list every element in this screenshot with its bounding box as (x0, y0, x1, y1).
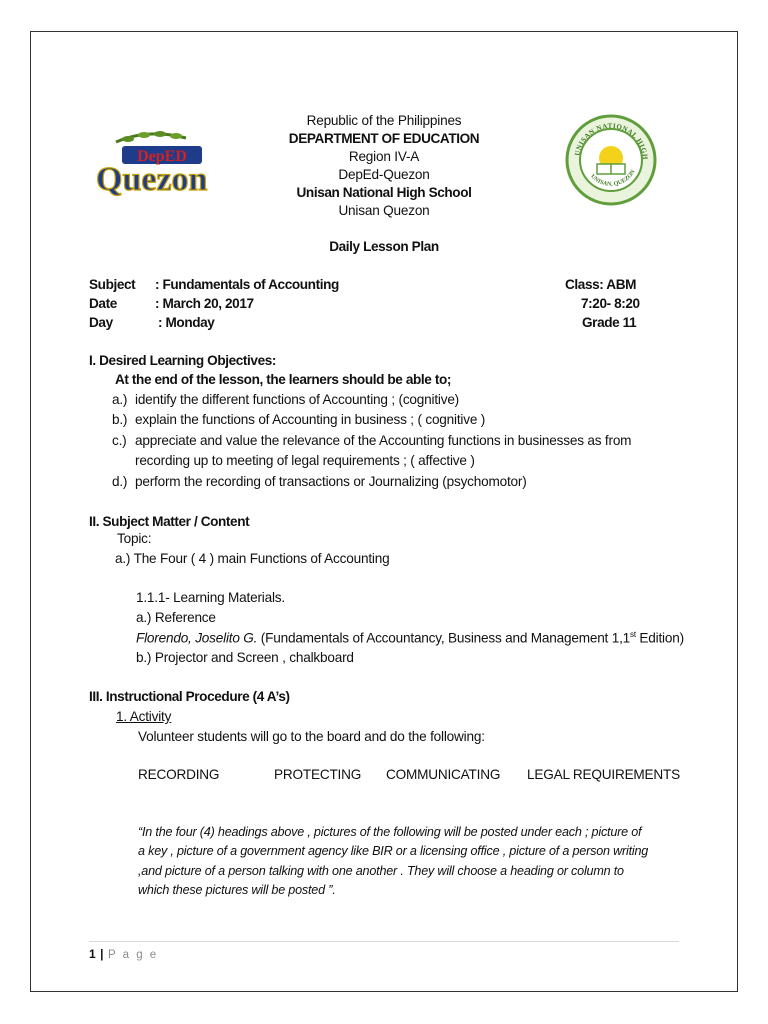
day-value: : Monday (158, 315, 215, 330)
reference-title: (Fundamentals of Accountancy, Business and Management 1,1 (257, 630, 631, 646)
objective-marker: d.) (112, 474, 128, 489)
date-label: Date (89, 296, 117, 311)
date-value: : March 20, 2017 (155, 296, 254, 311)
subject-label: Subject (89, 277, 136, 292)
quote-line: “In the four (4) headings above , pictures of the following will be posted under each ; picture of (138, 825, 642, 839)
column-protecting: PROTECTING (274, 767, 362, 782)
header-republic: Republic of the Philippines (306, 113, 462, 128)
header-school: Unisan National High School (296, 185, 472, 200)
objective-marker: c.) (112, 433, 127, 448)
header-division: DepEd-Quezon (338, 167, 430, 182)
header-region: Region IV-A (348, 149, 420, 164)
reference-edition: Edition) (635, 630, 684, 646)
column-communicating: COMMUNICATING (386, 767, 501, 782)
objective-text: explain the functions of Accounting in business ; ( cognitive ) (135, 412, 486, 427)
reference-author: Florendo, Joselito G. (136, 630, 258, 646)
time-info: 7:20- 8:20 (581, 296, 640, 311)
quote-line: which these pictures will be posted ”. (138, 883, 336, 897)
subject-matter-heading: II. Subject Matter / Content (89, 514, 250, 529)
header-location: Unisan Quezon (338, 203, 430, 218)
svg-text:DepED: DepED (137, 148, 187, 165)
activity-label: 1. Activity (116, 709, 172, 724)
objective-marker: a.) (112, 392, 128, 407)
objective-marker: b.) (112, 412, 128, 427)
svg-text:Quezon: Quezon (96, 161, 208, 198)
column-legal-requirements: LEGAL REQUIREMENTS (527, 767, 681, 782)
footer-divider (89, 941, 679, 942)
other-materials: b.) Projector and Screen , chalkboard (136, 650, 354, 665)
page-footer (89, 945, 158, 963)
school-seal-logo (565, 114, 657, 206)
page-label: P a g e (107, 949, 159, 961)
column-recording: RECORDING (138, 767, 220, 782)
objective-text: appreciate and value the relevance of the Accounting functions in businesses as from (135, 433, 632, 448)
objective-text-continued: recording up to meeting of legal requirements ; ( affective ) (135, 453, 475, 468)
objective-text: perform the recording of transactions or Journalizing (psychomotor) (135, 474, 527, 489)
objective-text: identify the different functions of Accounting ; (cognitive) (135, 392, 460, 407)
quote-line: ,and picture of a person talking with one another . They will choose a heading or column to (138, 864, 624, 878)
objectives-heading: I. Desired Learning Objectives: (89, 353, 277, 368)
objectives-intro: At the end of the lesson, the learners should be able to; (115, 372, 451, 387)
class-info: Class: ABM (565, 277, 637, 292)
page-number: 1 (89, 947, 96, 961)
grade-info: Grade 11 (582, 315, 637, 330)
header-department: DEPARTMENT OF EDUCATION (288, 131, 480, 146)
materials-heading: 1.1.1- Learning Materials. (136, 590, 285, 605)
quote-line: a key , picture of a government agency like BIR or a licensing office , picture of a person writing (138, 844, 649, 858)
topic-item: a.) The Four ( 4 ) main Functions of Accounting (115, 551, 390, 566)
subject-value: : Fundamentals of Accounting (155, 277, 339, 292)
activity-text: Volunteer students will go to the board and do the following: (138, 729, 485, 744)
reference-citation (136, 630, 684, 646)
topic-label: Topic: (117, 531, 152, 546)
document-title: Daily Lesson Plan (329, 239, 439, 254)
procedure-heading: III. Instructional Procedure (4 A’s) (89, 689, 290, 704)
deped-quezon-logo (88, 130, 218, 200)
day-label: Day (89, 315, 113, 330)
page-separator: | (100, 947, 104, 961)
reference-label: a.) Reference (136, 610, 216, 625)
reference-superscript: st (630, 630, 636, 639)
svg-text:UNISAN, QUEZON: UNISAN, QUEZON (589, 169, 637, 188)
svg-text:UNISAN NATIONAL HIGH SCHOOL: UNISAN NATIONAL HIGH (573, 121, 650, 161)
